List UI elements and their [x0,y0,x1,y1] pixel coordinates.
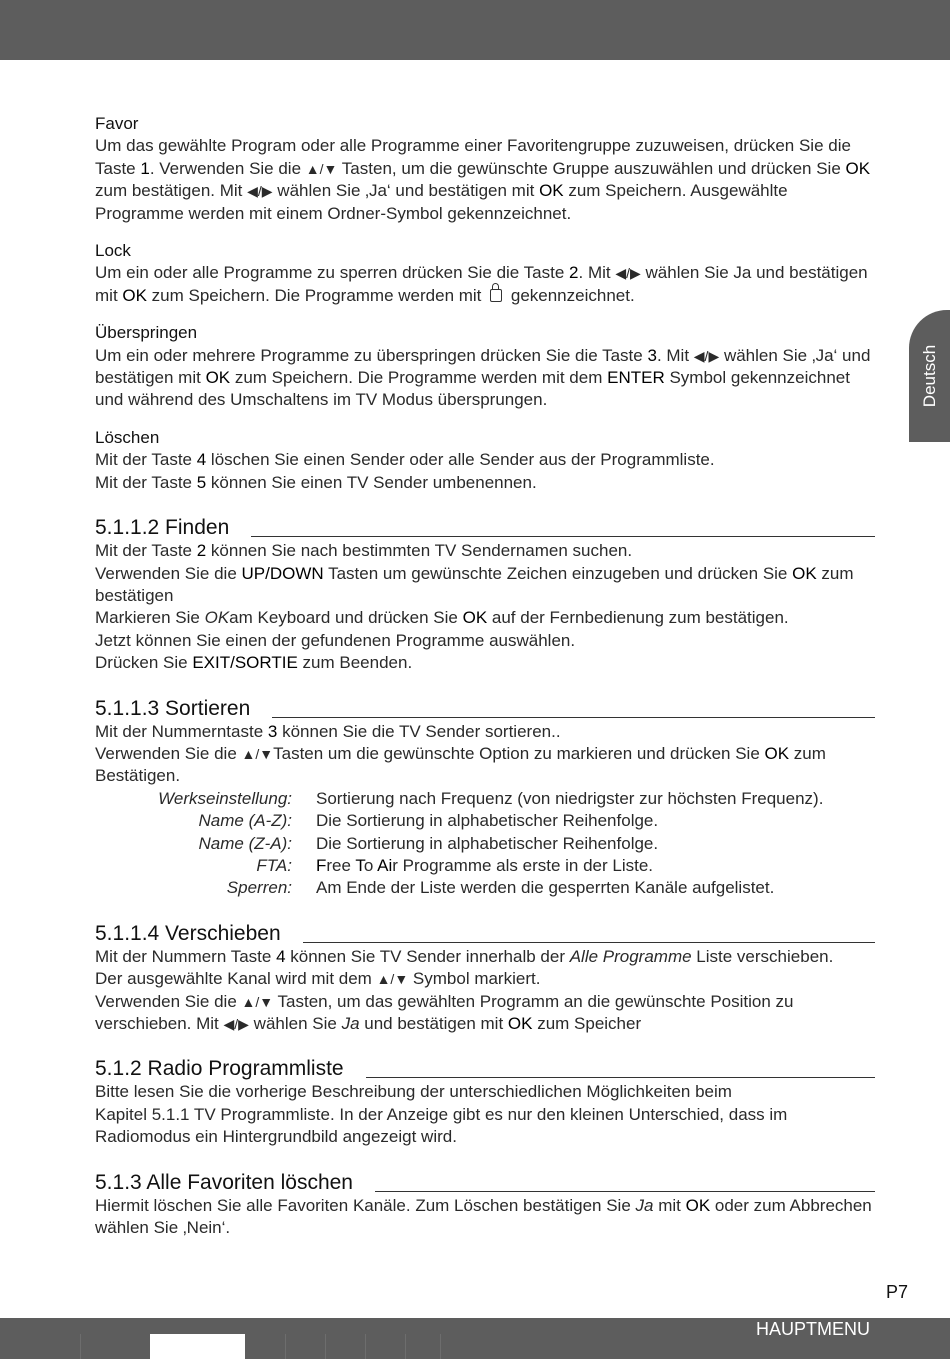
text-run: . Mit [656,345,694,365]
text-run: und bestätigen mit [359,1014,508,1033]
lock-text-b [506,286,635,305]
page-content [95,113,875,1239]
arrow-keys-icon: ▲/▼ [241,745,274,762]
text-run: Symbol markiert. [408,969,541,989]
page-number: P7 [886,1282,909,1302]
sort-option-label: Name (Z-A): [198,833,292,853]
find-heading [95,516,875,540]
text-run: Tasten, um die gewünschte Gruppe auszuwählen und drücken Sie [337,158,846,178]
text-run: Ai [377,855,393,875]
text-run: zum Speichern. Ausgewählte Programme werden mit einem Ordner-Symbol gekennzeichnet. [95,181,788,223]
radio-heading [95,1057,875,1081]
favor-text [95,135,875,225]
text-run: Sortierung nach Frequenz (von niedrigster zur höchsten Frequenz). [316,788,824,808]
favor-title: Favor [95,114,139,133]
text-run: Mit der Nummerntaste [95,721,268,741]
text-run: OK [204,608,230,628]
text-run: 1 [140,158,150,178]
text-run: Verwenden Sie die [95,563,242,583]
text-run: 4 [196,450,207,470]
text-run: mit [653,1195,686,1215]
heading-rule [366,1077,875,1078]
sort-section [95,697,875,900]
arrow-keys-icon: ▲/▼ [305,160,338,177]
move-lines [95,946,875,1036]
heading-rule [251,536,875,537]
clear-section [95,1171,875,1240]
text-line [95,540,875,562]
text-run: Mit der Taste [95,472,197,492]
text-run: OK [764,743,790,763]
arrow-keys-icon: ▲/▼ [241,993,274,1010]
language-tab-label: Deutsch [919,344,939,408]
text-run: 5 [196,472,207,492]
text-run: zum bestätigen. Mit [95,181,248,201]
text-run: F [316,855,327,875]
sort-option-label: Werkseinstellung: [158,788,292,808]
text-run: Verwenden Sie die [95,991,242,1011]
lock-text-a [95,263,868,304]
text-run: Verwenden Sie die [95,743,242,763]
text-line [95,652,875,674]
find-heading-text: 5.1.1.2 Finden [95,516,230,540]
text-run: Liste verschieben. [691,946,834,966]
text-run: OK [122,285,147,305]
text-run: zum bestätigen [95,563,854,605]
delete-title: Löschen [95,427,160,447]
text-run: OK [462,608,488,628]
text-run: o [363,855,378,875]
text-run: Markieren Sie [95,608,205,628]
sort-heading-text: 5.1.1.3 Sortieren [95,696,251,720]
radio-section [95,1057,875,1148]
text-run: zum Beenden. [297,653,413,673]
clear-heading [95,1171,875,1195]
text-run: wählen Sie Ja und bestätigen mit [95,263,868,305]
text-run: 2 [196,541,207,561]
text-line [95,1104,875,1149]
text-run: Um ein oder alle Programme zu sperren drücken Sie die Taste [95,263,570,283]
sort-lines [95,721,875,788]
text-run: Am Ende der Liste werden die gesperrten Kanäle aufgelistet. [316,878,775,898]
text-line [95,1195,875,1240]
text-run: OK [539,181,564,201]
text-run: Ja [635,1195,654,1215]
skip-block [95,322,875,412]
text-run: Die Sortierung in alphabetischer Reihenfolge. [316,833,659,853]
text-run: zum Speicher [532,1014,642,1033]
clear-lines [95,1195,875,1240]
text-run: können Sie einen TV Sender umbenennen. [206,472,537,492]
text-run: Ja [341,1014,360,1033]
text-run: OK [685,1195,711,1215]
text-run: Tasten, um das gewählten Programm an die gewünschte Position zu verschieben. Mit [95,991,794,1033]
text-run: wählen Sie ‚Ja‘ und bestätigen mit [95,345,871,388]
text-run: Alle Programme [569,946,692,966]
text-line [95,1081,875,1103]
text-run: können Sie TV Sender innerhalb der [285,946,570,966]
arrow-keys-icon: ◀/▶ [693,347,720,364]
delete-line-2 [95,472,875,494]
text-run: Bitte lesen Sie die vorherige Beschreibung der unterschiedlichen Möglichkeiten beim [95,1082,732,1102]
arrow-keys-icon: ◀/▶ [247,183,273,200]
lock-title: Lock [95,241,131,261]
footer-divider [440,1334,441,1359]
text-run: Kapitel 5.1.1 TV Programmliste. In der Anzeige gibt es nur den kleinen Unterschied, dass im Radiomodus ein Hintergrundbild angezeigt wird. [95,1104,788,1147]
text-run: EXIT/SORTIE [192,653,298,673]
top-header-bar [0,0,950,60]
text-run: auf der Fernbedienung zum bestätigen. [487,608,789,628]
text-run: 2 [569,263,579,283]
sort-option-label: Name (A-Z): [198,811,292,831]
text-run: Jetzt können Sie einen der gefundenen Programme auswählen. [95,630,576,650]
text-run: UP/DOWN [241,563,324,583]
sort-option-label: Sperren: [226,878,292,898]
text-run: 4 [276,946,286,966]
text-line [95,607,875,629]
text-line [95,630,875,652]
delete-block [95,427,875,494]
lock-text [95,262,875,307]
clear-heading-text: 5.1.3 Alle Favoriten löschen [95,1170,353,1194]
language-tab [909,310,950,442]
radio-lines [95,1081,875,1148]
footer-divider [285,1334,286,1359]
text-line [95,563,875,608]
text-run: wählen Sie [248,1014,342,1033]
delete-line-1 [95,449,875,471]
radio-heading-text: 5.1.2 Radio Programmliste [95,1057,344,1081]
text-run: löschen Sie einen Sender oder alle Sender aus der Programmliste. [206,450,715,470]
text-run: OK [845,158,871,178]
favor-block [95,113,875,225]
lock-icon [490,289,502,302]
text-run: Tasten um die gewünschte Option zu markieren und drücken Sie [273,743,765,763]
footer-divider [325,1334,326,1359]
text-run: Mit der Nummern Taste [95,946,277,966]
sort-option-description [316,810,875,832]
arrow-keys-icon: ▲/▼ [376,971,409,988]
footer-divider [80,1334,81,1359]
text-run: Die Sortierung in alphabetischer Reihenfolge. [316,811,659,831]
text-run: Tasten um gewünschte Zeichen einzugeben und drücken Sie [323,563,793,583]
text-run: wählen Sie ‚Ja‘ und bestätigen mit [272,181,540,201]
footer-divider [405,1334,406,1359]
text-run: Um das gewählte Program oder alle Programme einer Favoritengruppe zuzuweisen, drücken Sie die Taste [95,136,851,178]
text-run: . Verwenden Sie die [149,158,306,178]
find-section [95,516,875,674]
text-run: 3 [267,721,278,741]
text-run: Drücken Sie [95,653,193,673]
sort-option-description [316,833,875,855]
text-run: Mit der Taste [95,450,197,470]
text-run: können Sie nach bestimmten TV Sendernamen suchen. [206,541,633,561]
text-run: ree [326,855,356,875]
text-run: Symbol gekennzeichnet und während des Umschaltens im TV Modus übersprungen. [95,368,850,410]
footer-active-segment [150,1334,245,1359]
text-line [95,743,875,788]
skip-title: Überspringen [95,323,198,343]
arrow-keys-icon: ◀/▶ [223,1016,249,1032]
text-run: Der ausgewählte Kanal wird mit dem [95,969,377,989]
text-line [95,946,875,968]
sort-option-label: FTA: [256,855,292,875]
text-run: zum Speichern. Die Programme werden mit [146,285,487,305]
text-run: Hiermit löschen Sie alle Favoriten Kanäle. Zum Löschen bestätigen Sie [95,1195,636,1215]
text-run: T [355,855,364,875]
text-line [95,721,875,743]
text-run: oder zum Abbrechen wählen Sie ‚Nein‘. [95,1195,872,1238]
move-section [95,922,875,1036]
text-run: . Mit [578,263,616,283]
text-run: ENTER [607,368,665,388]
move-heading [95,922,875,946]
sort-heading [95,697,875,721]
sort-option-description [316,855,875,877]
text-run: OK [205,368,231,388]
text-line [95,968,875,990]
sort-options-table [95,788,875,900]
heading-rule [272,717,875,718]
text-run: können Sie die TV Sender sortieren.. [277,721,561,741]
lock-block [95,240,875,307]
sort-option-description [316,788,875,810]
heading-rule [375,1191,875,1192]
footer-menu-label: HAUPTMENU [755,1319,870,1339]
text-run: 3 [647,345,657,365]
text-run: zum Speichern. Die Programme werden mit dem [230,368,608,388]
text-run: OK [792,563,817,583]
heading-rule [303,942,875,943]
text-line [95,991,875,1036]
text-run: zum Bestätigen. [95,743,826,786]
text-run: r Programme als erste in der Liste. [392,855,654,875]
sort-option-description [316,877,875,899]
text-run: gekennzeichnet. [506,285,635,305]
bottom-footer-bar [0,1318,950,1359]
arrow-keys-icon: ◀/▶ [615,265,641,282]
skip-text [95,345,875,412]
text-run: OK [507,1014,533,1033]
text-run: Mit der Taste [95,541,197,561]
footer-divider [365,1334,366,1359]
move-heading-text: 5.1.1.4 Verschieben [95,921,281,945]
text-run: am Keyboard und drücken Sie [229,608,463,628]
find-lines [95,540,875,674]
text-run: Um ein oder mehrere Programme zu überspringen drücken Sie die Taste [95,345,648,365]
